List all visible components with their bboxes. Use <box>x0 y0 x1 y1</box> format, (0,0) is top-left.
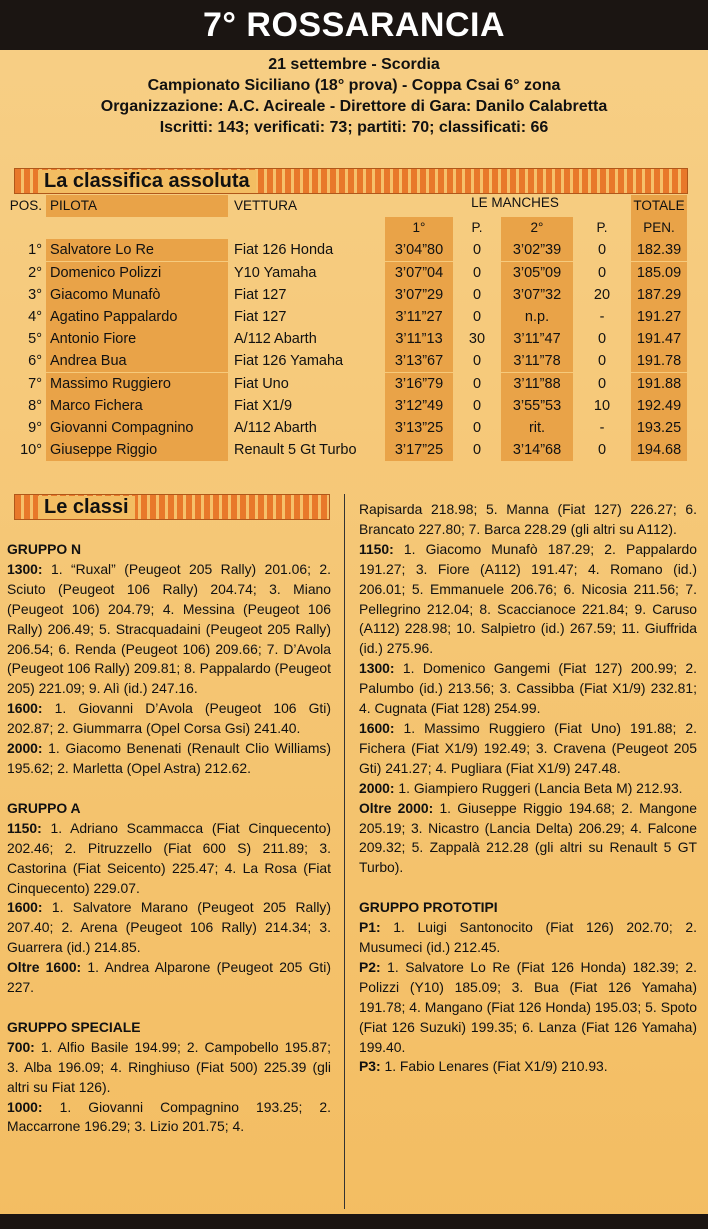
class-label: 1300: <box>359 660 395 677</box>
group-heading: GRUPPO A <box>7 799 81 816</box>
class-label: 700: <box>7 1038 35 1055</box>
cell-car: Fiat 127 <box>234 308 287 325</box>
cell-total: 191.88 <box>631 373 687 395</box>
cell-pos: 9° <box>28 419 42 436</box>
cell-p1: 0 <box>472 397 482 414</box>
cell-m1: 3’11”13 <box>385 328 453 350</box>
table-row <box>4 262 704 284</box>
cell-p1: 0 <box>472 353 482 370</box>
cell-p1: 0 <box>472 286 482 303</box>
col-header-penalty: PEN. <box>631 217 687 239</box>
class-entry <box>7 958 331 998</box>
class-label: 1150: <box>7 819 42 836</box>
cell-p1: 0 <box>472 442 482 459</box>
col-header-car: VETTURA <box>234 198 298 213</box>
cell-m1: 3’11”27 <box>385 306 453 328</box>
cell-total: 191.27 <box>631 306 687 328</box>
cell-p1: 30 <box>468 331 486 348</box>
class-label: 1600: <box>7 899 43 916</box>
cell-car: Fiat 126 Yamaha <box>234 353 344 370</box>
cell-car: A/112 Abarth <box>234 331 317 348</box>
table-row <box>4 284 704 306</box>
event-date-place: 21 settembre - Scordia <box>268 56 440 73</box>
cell-pilot: Marco Fichera <box>46 395 228 417</box>
group-heading: GRUPPO SPECIALE <box>7 1018 141 1035</box>
cell-car: Fiat X1/9 <box>234 397 293 414</box>
event-participants: Iscritti: 143; verificati: 73; partiti: 70; classificati: 66 <box>159 119 549 136</box>
cell-p2: 0 <box>597 331 607 348</box>
class-results: 1. Alfio Basile 194.99; 2. Campobello 195.87; 3. Alba 196.09; 4. Ringhiuso (Fiat 500) 225.39 (gli altri su Fiat 126). <box>7 1038 331 1095</box>
table-row <box>4 417 704 439</box>
classes-left-column <box>7 540 331 1137</box>
cell-m2: 3’11”78 <box>501 350 573 372</box>
cell-m1: 3’13”25 <box>385 417 453 439</box>
cell-m2: 3’07”32 <box>501 284 573 306</box>
standings-header-row <box>4 195 704 217</box>
cell-m2: 3’05”09 <box>501 262 573 284</box>
cell-car: Renault 5 Gt Turbo <box>234 442 357 459</box>
cell-total: 187.29 <box>631 284 687 306</box>
classes-section-title <box>14 494 328 520</box>
class-entry <box>359 659 697 719</box>
event-header <box>0 54 708 138</box>
cell-pilot: Salvatore Lo Re <box>46 239 228 261</box>
col-header-p1: P. <box>471 220 483 236</box>
class-entry <box>359 540 697 659</box>
cell-pilot: Giovanni Compagnino <box>46 417 228 439</box>
manches-header: LE MANCHES <box>471 195 559 210</box>
class-entry <box>359 719 697 779</box>
cell-m1: 3’07”29 <box>385 284 453 306</box>
class-label: P1: <box>359 919 381 936</box>
class-results: 1. Andrea Alparone (Peugeot 205 Gti) 227. <box>7 959 331 996</box>
cell-total: 193.25 <box>631 417 687 439</box>
class-entry <box>359 779 697 799</box>
class-label: 1600: <box>7 700 43 717</box>
class-label: Oltre 2000: <box>359 799 434 816</box>
cell-m2: 3’11”88 <box>501 373 573 395</box>
table-row <box>4 306 704 328</box>
cell-total: 192.49 <box>631 395 687 417</box>
class-results: 1. Fabio Lenares (Fiat X1/9) 210.93. <box>380 1058 608 1075</box>
cell-car: A/112 Abarth <box>234 419 317 436</box>
class-label: 2000: <box>7 740 43 757</box>
cell-p2: 0 <box>597 442 607 459</box>
class-results: 1. Salvatore Lo Re (Fiat 126 Honda) 182.39; 2. Polizzi (Y10) 185.09; 3. Bua (Fiat 126 Yamaha) 191.78; 4. Mangano (Fiat 126 Honda) 195.03; 5. Spoto (Fiat 126 Suzuki) 199.35; 6. Lanza (Fiat 126 Yamaha) 199.40. <box>359 958 697 1055</box>
table-row <box>4 439 704 461</box>
cell-total: 185.09 <box>631 262 687 284</box>
class-entry <box>359 1057 697 1077</box>
cell-m2: 3’14”68 <box>501 439 573 461</box>
class-results: 1. Salvatore Marano (Peugeot 205 Rally) 207.40; 2. Arena (Peugeot 106 Rally) 214.34; 3. Guarrera (id.) 214.85. <box>7 899 331 956</box>
class-label: 1150: <box>359 540 394 557</box>
bottom-bar <box>0 1214 708 1229</box>
class-entry <box>7 560 331 699</box>
class-results: 1. Giovanni D’Avola (Peugeot 106 Gti) 202.87; 2. Giummarra (Opel Corsa Gsi) 241.40. <box>7 700 331 737</box>
group-heading: GRUPPO PROTOTIPI <box>359 899 498 916</box>
column-divider <box>344 494 345 1209</box>
class-results: 1. Adriano Scammacca (Fiat Cinquecento) 202.46; 2. Pitruzzello (Fiat 600 S) 211.89; 3. Castorina (Fiat Seicento) 225.47; 4. La Rosa (Fiat Cinquecento) 229.07. <box>7 819 331 896</box>
title-bar <box>0 0 708 50</box>
cell-m2: 3’55”53 <box>501 395 573 417</box>
cell-car: Fiat 126 Honda <box>234 242 334 259</box>
cell-m1: 3’17”25 <box>385 439 453 461</box>
spacer <box>359 878 697 898</box>
class-results: 1. Luigi Santonocito (Fiat 126) 202.70; 2. Musumeci (id.) 212.45. <box>359 919 697 956</box>
col-header-m1: 1° <box>385 217 453 239</box>
cell-p1: 0 <box>472 264 482 281</box>
cell-m1: 3’07”04 <box>385 262 453 284</box>
standings-title-label: La classifica assoluta <box>38 170 256 193</box>
table-row <box>4 239 704 261</box>
cell-pos: 6° <box>28 353 42 370</box>
class-entry <box>359 918 697 958</box>
class-label: P3: <box>359 1058 381 1075</box>
col-header-pilot: PILOTA <box>46 195 228 217</box>
class-results: Rapisarda 218.98; 5. Manna (Fiat 127) 226.27; 6. Brancato 227.80; 7. Barca 228.29 (gli altri su A112). <box>359 501 697 537</box>
cell-p2: - <box>599 419 605 436</box>
cell-pilot: Domenico Polizzi <box>46 262 228 284</box>
class-entry <box>7 1038 331 1098</box>
spacer <box>7 779 331 799</box>
class-label: Oltre 1600: <box>7 959 82 976</box>
class-label: 2000: <box>359 779 395 796</box>
classes-title-label: Le classi <box>38 496 135 519</box>
event-organization: Organizzazione: A.C. Acireale - Direttore di Gara: Danilo Calabretta <box>100 98 608 115</box>
cell-pos: 4° <box>28 308 42 325</box>
cell-p1: 0 <box>472 419 482 436</box>
cell-pilot: Massimo Ruggiero <box>46 373 228 395</box>
cell-p1: 0 <box>472 308 482 325</box>
standings-subheader-row <box>4 217 704 239</box>
class-results: 1. Giampiero Ruggeri (Lancia Beta M) 212.93. <box>394 779 683 796</box>
table-row <box>4 373 704 395</box>
standings-body <box>4 239 704 461</box>
cell-pos: 8° <box>28 397 42 414</box>
class-entry <box>7 898 331 958</box>
class-results: 1. Giacomo Munafò 187.29; 2. Pappalardo 191.27; 3. Fiore (A112) 191.47; 4. Romano (id.) 206.01; 5. Emmanuele 206.76; 6. Nicosia 211.56; 7. Pellegrino 212.04; 8. Scaccianoce 221.84; 9. Caruso (A112) 228.98; 10. Salpietro (id.) 267.59; 11. Giuffrida (id.) 275.96. <box>359 540 697 657</box>
cell-m2: 3’02”39 <box>501 239 573 261</box>
class-entry <box>7 1098 331 1138</box>
cell-pos: 1° <box>28 242 42 259</box>
class-entry <box>359 500 697 540</box>
cell-m1: 3’16”79 <box>385 373 453 395</box>
class-label: 1000: <box>7 1098 43 1115</box>
table-row <box>4 395 704 417</box>
cell-car: Fiat Uno <box>234 375 289 392</box>
cell-pilot: Andrea Bua <box>46 350 228 372</box>
cell-m1: 3’12”49 <box>385 395 453 417</box>
cell-p2: - <box>599 308 605 325</box>
cell-p2: 0 <box>597 242 607 259</box>
cell-total: 191.47 <box>631 328 687 350</box>
cell-m2: n.p. <box>501 306 573 328</box>
cell-m2: rit. <box>501 417 573 439</box>
table-row <box>4 328 704 350</box>
cell-pos: 2° <box>28 264 42 281</box>
cell-total: 182.39 <box>631 239 687 261</box>
cell-pos: 7° <box>28 375 42 392</box>
cell-p2: 0 <box>597 375 607 392</box>
col-header-p2: P. <box>596 220 608 236</box>
cell-pilot: Giuseppe Riggio <box>46 439 228 461</box>
cell-p2: 0 <box>597 353 607 370</box>
cell-p2: 0 <box>597 264 607 281</box>
group-heading: GRUPPO N <box>7 541 82 557</box>
class-results: 1. Massimo Ruggiero (Fiat Uno) 191.88; 2. Fichera (Fiat X1/9) 192.49; 3. Cravena (Peugeot 205 Gti) 241.27; 4. Pugliara (Fiat X1/9) 247.48. <box>359 719 697 776</box>
cell-pilot: Giacomo Munafò <box>46 284 228 306</box>
spacer <box>7 998 331 1018</box>
cell-m1: 3’13”67 <box>385 350 453 372</box>
cell-p1: 0 <box>472 242 482 259</box>
class-label: P2: <box>359 958 381 975</box>
cell-total: 194.68 <box>631 439 687 461</box>
class-entry <box>7 819 331 899</box>
class-results: 1. Domenico Gangemi (Fiat 127) 200.99; 2. Palumbo (id.) 213.56; 3. Cassibba (Fiat X1/9) 232.81; 4. Cugnata (Fiat 128) 254.99. <box>359 660 697 717</box>
table-row <box>4 350 704 372</box>
cell-pilot: Antonio Fiore <box>46 328 228 350</box>
cell-car: Fiat 127 <box>234 286 287 303</box>
class-label: 1600: <box>359 719 395 736</box>
cell-pos: 5° <box>28 331 42 348</box>
cell-total: 191.78 <box>631 350 687 372</box>
col-header-m2: 2° <box>501 217 573 239</box>
class-results: 1. “Ruxal” (Peugeot 205 Rally) 201.06; 2. Sciuto (Peugeot 106 Rally) 204.74; 3. Miano (Peugeot 106) 204.79; 4. Messina (Peugeot 106 Rally) 206.49; 5. Stracquadaini (Peugeot 205 Rally) 206.54; 6. Renda (Peugeot 106) 209.66; 7. D’Avola (Peugeot 106 Rally) 209.81; 8. Pappalardo (Peugeot 205) 221.09; 9. Alì (id.) 247.16. <box>7 560 331 697</box>
cell-pos: 3° <box>28 286 42 303</box>
cell-pos: 10° <box>20 442 42 459</box>
standings-table <box>4 195 704 461</box>
page-title: 7° ROSSARANCIA <box>202 5 506 44</box>
class-entry <box>7 739 331 779</box>
class-results: 1. Giovanni Compagnino 193.25; 2. Maccarrone 196.29; 3. Lizio 201.75; 4. <box>7 1098 331 1135</box>
cell-m1: 3’04”80 <box>385 239 453 261</box>
cell-car: Y10 Yamaha <box>234 264 317 281</box>
class-entry <box>7 699 331 739</box>
class-entry <box>359 799 697 879</box>
cell-p2: 10 <box>593 397 611 414</box>
cell-pilot: Agatino Pappalardo <box>46 306 228 328</box>
cell-p1: 0 <box>472 375 482 392</box>
cell-p2: 20 <box>593 286 611 303</box>
event-championship: Campionato Siciliano (18° prova) - Coppa Csai 6° zona <box>147 77 561 94</box>
col-header-total: TOTALE <box>631 195 687 217</box>
col-header-pos: POS. <box>9 198 42 213</box>
class-results: 1. Giuseppe Riggio 194.68; 2. Mangone 205.19; 3. Nicastro (Lancia Delta) 206.29; 4. Falcone 209.32; 5. Zappalà 212.28 (gli altri su Renault 5 GT Turbo). <box>359 799 697 876</box>
class-results: 1. Giacomo Benenati (Renault Clio Williams) 195.62; 2. Marletta (Opel Astra) 212.62. <box>7 740 331 776</box>
class-entry <box>359 958 697 1058</box>
classes-right-column <box>359 500 697 1077</box>
class-label: 1300: <box>7 560 43 577</box>
cell-m2: 3’11”47 <box>501 328 573 350</box>
standings-section-title <box>14 168 686 194</box>
